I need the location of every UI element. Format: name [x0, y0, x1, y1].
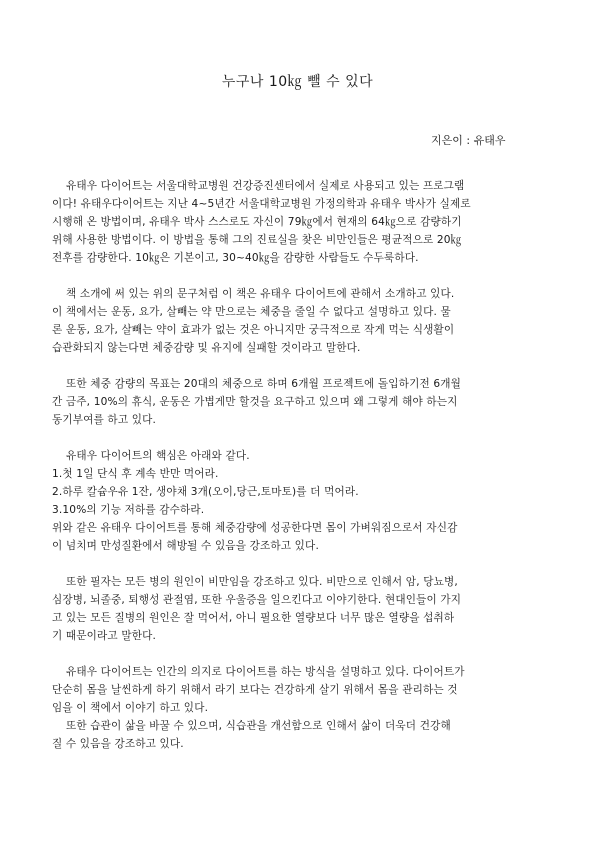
author-line: 지은이 : 유태우 [431, 134, 506, 147]
paragraph-6-line-4: 또한 습관이 삶을 바꿀 수 있으며, 식습관을 개선함으로 인해서 삶이 더욱더 건강해 [66, 720, 451, 732]
paragraph-6-line-2: 단순히 몸을 날씬하게 하기 위해서 라기 보다는 건강하게 살기 위해서 몸을 관리하는 것 [52, 684, 458, 696]
paragraph-gap [52, 645, 548, 663]
paragraph-gap [52, 357, 548, 375]
paragraph-gap [52, 267, 548, 285]
document-body [52, 177, 548, 753]
paragraph-3-line-1: 또한 체중 감량의 목표는 20대의 체중으로 하며 6개월 프로젝트에 돌입하기전 6개월 [66, 378, 462, 390]
paragraph-1-line-5: 전후를 감량한다. 10㎏은 기본이고, 30~40㎏을 감량한 사람들도 수두룩하다. [52, 252, 419, 264]
paragraph-5-line-3: 고 있는 모든 질병의 원인은 잘 먹어서, 아니 필요한 열량보다 너무 많은 열량을 섭취하 [52, 612, 455, 624]
paragraph-2-line-2: 이 책에서는 운동, 요가, 살빼는 약 만으로는 체중을 줄일 수 없다고 설명하고 있다. 물 [52, 306, 451, 318]
list-item-3: 3.10%의 기능 저하를 감수하라. [52, 504, 205, 516]
paragraph-gap [52, 429, 548, 447]
paragraph-6-line-3: 임을 이 책에서 이야기 하고 있다. [52, 702, 209, 714]
paragraph-2-line-1: 책 소개에 써 있는 위의 문구처럼 이 책은 유태우 다이어트에 관해서 소개하고 있다. [66, 288, 455, 300]
paragraph-1-line-4: 위해 사용한 방법이다. 이 방법을 통해 그의 진료실을 찾은 비만인들은 평균적으로 20㎏ [52, 234, 462, 246]
paragraph-1-line-3: 시행해 온 방법이며, 유태우 박사 스스로도 자신이 79㎏에서 현재의 64㎏으로 감량하기 [52, 216, 462, 228]
paragraph-2-line-4: 습관화되지 않는다면 체중감량 및 유지에 실패할 것이라고 말한다. [52, 342, 361, 354]
paragraph-2-line-3: 론 운동, 요가, 살빼는 약이 효과가 없는 것은 아니지만 궁극적으로 작게 먹는 식생활이 [52, 324, 455, 336]
paragraph-gap [52, 555, 548, 573]
paragraph-6-line-5: 질 수 있음을 강조하고 있다. [52, 738, 184, 750]
list-item-2: 2.하루 칼슘우유 1잔, 생야채 3개(오이,당근,토마토)를 더 먹어라. [52, 486, 359, 498]
paragraph-1-line-1: 유태우 다이어트는 서울대학교병원 건강증진센터에서 실제로 사용되고 있는 프로그램 [66, 180, 465, 192]
paragraph-3-line-2: 간 금주, 10%의 휴식, 운동은 가볍게만 할것을 요구하고 있으며 왜 그렇게 해야 하는지 [52, 396, 458, 408]
list-item-1: 1.첫 1일 단식 후 계속 반만 먹어라. [52, 468, 219, 480]
paragraph-4-line-1: 유태우 다이어트의 핵심은 아래와 같다. [66, 450, 250, 462]
paragraph-4-line-5: 위와 같은 유태우 다이어트를 통해 체중감량에 성공한다면 몸이 가벼워짐으로서 자신감 [52, 522, 458, 534]
paragraph-5-line-2: 심장병, 뇌졸중, 퇴행성 관절염, 또한 우울증을 일으킨다고 이야기한다. 현대인들이 가지 [52, 594, 462, 606]
paragraph-5-line-1: 또한 필자는 모든 병의 원인이 비만임을 강조하고 있다. 비만으로 인해서 암, 당뇨병, [66, 576, 458, 588]
paragraph-4-line-6: 이 넘치며 만성질환에서 해방될 수 있음을 강조하고 있다. [52, 540, 319, 552]
paragraph-5-line-4: 기 때문이라고 말한다. [52, 630, 157, 642]
paragraph-3-line-3: 동기부여를 하고 있다. [52, 414, 157, 426]
paragraph-6-line-1: 유태우 다이어트는 인간의 의지로 다이어트를 하는 방식을 설명하고 있다. 다이어트가 [66, 666, 465, 678]
document-title: 누구나 10㎏ 뺄 수 있다 [221, 74, 374, 90]
paragraph-1-line-2: 이다! 유태우다이어트는 지난 4~5년간 서울대학교병원 가정의학과 유태우 박사가 실제로 [52, 198, 471, 210]
